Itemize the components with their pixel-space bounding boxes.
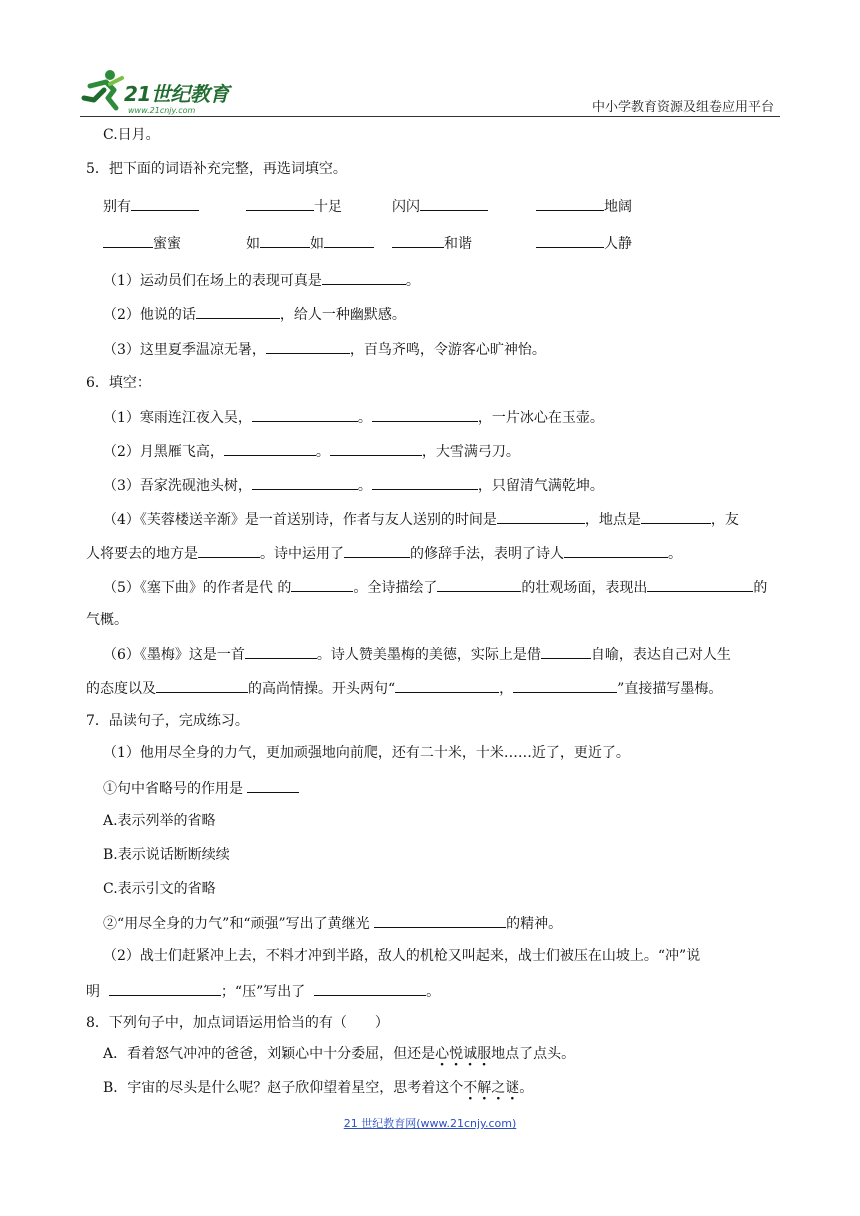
q7-passage-2: （2）战士们赶紧冲上去，不料才冲到半路，敌人的机枪又叫起来，战士们被压在山坡上。“冲”说: [103, 948, 701, 964]
q6-item-5: （5）《塞下曲》的作者是代 的 。全诗描绘了 的壮观场面，表现出 的: [103, 580, 768, 596]
q6-item-4-cont: 人将要去的地方是 。诗中运用了 的修辞手法，表明了诗人 。: [86, 546, 682, 562]
q5-sentence-3: （3）这里夏季温凉无暑， ，百鸟齐鸣，令游客心旷神怡。: [103, 342, 546, 358]
dotted-phrase-a: [435, 1046, 491, 1062]
q6-item-5-cont: 气概。: [86, 612, 128, 628]
q5-sentence-2: （2）他说的话 ，给人一种幽默感。: [103, 307, 406, 323]
q5-word-7: 和谐: [392, 235, 472, 251]
q5-word-4: 地阔: [536, 198, 632, 214]
q5-word-1: 别有: [103, 198, 199, 214]
question-7-title: 7．品读句子，完成练习。: [86, 713, 249, 729]
emphasis-char: 谜: [505, 1080, 520, 1096]
q6-item-6-cont: 的态度以及 的高尚情操。开头两句“ ， ”直接描写墨梅。: [86, 681, 723, 697]
emphasis-char: 不: [463, 1080, 478, 1096]
runner-logo-icon: [80, 68, 126, 112]
q7-sub-1: ①句中省略号的作用是: [103, 780, 299, 796]
emphasis-char: 服: [477, 1046, 492, 1062]
logo-url: www.21cnjy.com: [128, 106, 196, 115]
footer-link[interactable]: 21 世纪教育网(www.21cnjy.com): [343, 1117, 517, 1130]
q6-item-6: （6）《墨梅》这是一首 。诗人赞美墨梅的美德，实际上是借 自喻，表达自己对人生: [103, 647, 731, 663]
q6-item-4: （4）《芙蓉楼送辛渐》是一首送别诗，作者与友人送别的时间是 ，地点是 ，友: [103, 512, 739, 528]
emphasis-char: 悦: [449, 1046, 464, 1062]
question-8-title: 8．下列句子中，加点词语运用恰当的有（ ）: [86, 1015, 389, 1031]
page-header: [80, 62, 780, 118]
emphasis-char: 诚: [463, 1046, 478, 1062]
q5-word-3: 闪闪: [392, 198, 488, 214]
q6-item-1: （1）寒雨连江夜入吴， 。 ，一片冰心在玉壶。: [103, 410, 604, 426]
logo-text: 21世纪教育: [124, 82, 229, 106]
q5-word-5: 蜜蜜: [103, 235, 181, 251]
question-5-title: 5．把下面的词语补充完整，再选词填空。: [86, 161, 347, 177]
q7-passage-2-cont: 明 ；“压”写出了 。: [86, 984, 441, 1000]
q7-option-b: B.表示说话断断续续: [103, 847, 230, 863]
q7-sub-2: ②“用尽全身的力气”和“顽强”写出了黄继光 的精神。: [103, 916, 563, 932]
q7-passage-1: （1）他用尽全身的力气，更加顽强地向前爬，还有二十米，十米……近了，更近了。: [103, 745, 630, 761]
q8-option-a: A．看着怒气冲冲的爸爸，刘颖心中十分委屈，但还是心悦诚服地点了点头。: [103, 1046, 576, 1062]
question-6-title: 6．填空：: [86, 375, 151, 391]
emphasis-char: 解: [477, 1080, 492, 1096]
emphasis-char: 之: [491, 1080, 506, 1096]
q7-option-a: A.表示列举的省略: [103, 813, 216, 829]
q5-word-2: 十足: [246, 198, 342, 214]
platform-title: 中小学教育资源及组卷应用平台: [591, 100, 774, 115]
q7-option-c: C.表示引文的省略: [103, 881, 216, 897]
option-c-line: C.日月。: [103, 127, 160, 143]
emphasis-char: 心: [435, 1046, 450, 1062]
q8-option-b: B．宇宙的尽头是什么呢？赵子欣仰望着星空，思考着这个不解之谜。: [103, 1080, 534, 1096]
dotted-phrase-b: [463, 1080, 519, 1096]
q5-word-8: 人静: [536, 235, 632, 251]
header-divider: [80, 116, 780, 117]
q5-word-6: 如 如: [246, 235, 374, 251]
q6-item-3: （3）吾家洗砚池头树， 。 ，只留清气满乾坤。: [103, 478, 604, 494]
logo: [80, 66, 260, 116]
q5-sentence-1: （1）运动员们在场上的表现可真是 。: [103, 273, 420, 289]
q6-item-2: （2）月黑雁飞高， 。 ，大雪满弓刀。: [103, 444, 520, 460]
